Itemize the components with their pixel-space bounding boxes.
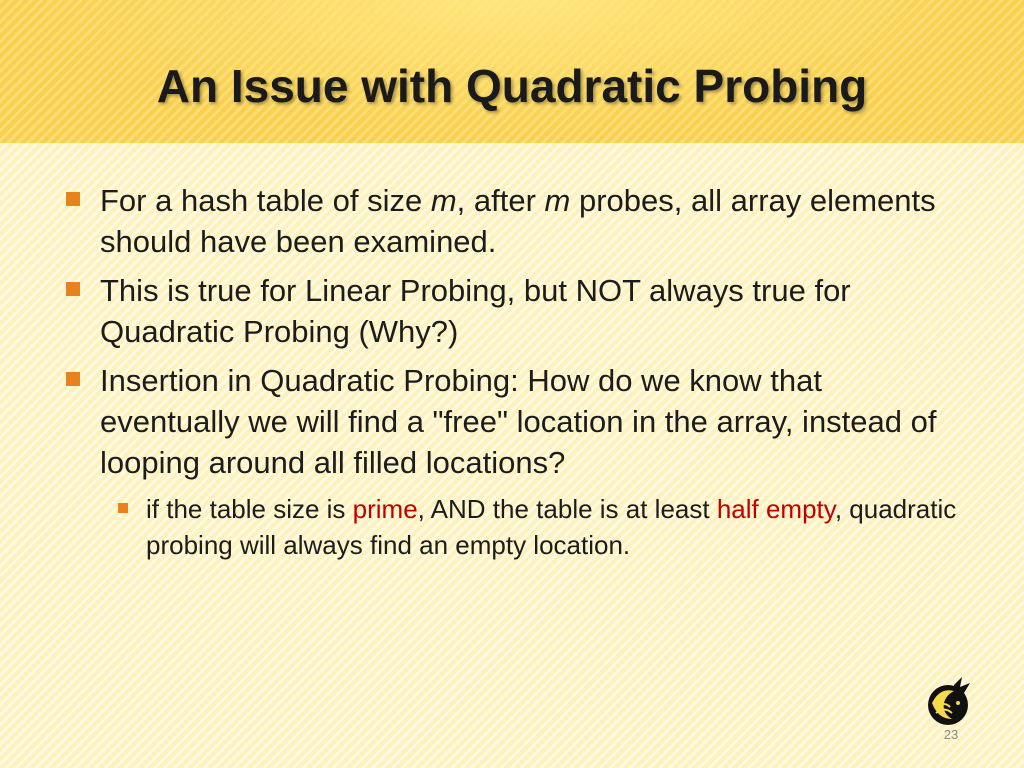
sub-bullet-marker [118, 503, 128, 513]
bullet-marker [66, 282, 80, 296]
bullet-marker [66, 192, 80, 206]
pegasus-logo-icon [924, 673, 976, 729]
bullet-item: Insertion in Quadratic Probing: How do we know that eventually we will find a "free" location in the array, instead of looping around all filled locations? [60, 360, 960, 483]
bullet-item: For a hash table of size m, after m probes, all array elements should have been examined. [60, 180, 960, 262]
bullet-item: This is true for Linear Probing, but NOT always true for Quadratic Probing (Why?) [60, 270, 960, 352]
sub-bullet-item: if the table size is prime, AND the table is at least half empty, quadratic probing will always find an empty location. [60, 491, 960, 563]
slide-content [60, 180, 960, 563]
slide-number: 23 [943, 727, 959, 742]
slide-title: An Issue with Quadratic Probing [156, 60, 868, 112]
bullet-marker [66, 372, 80, 386]
